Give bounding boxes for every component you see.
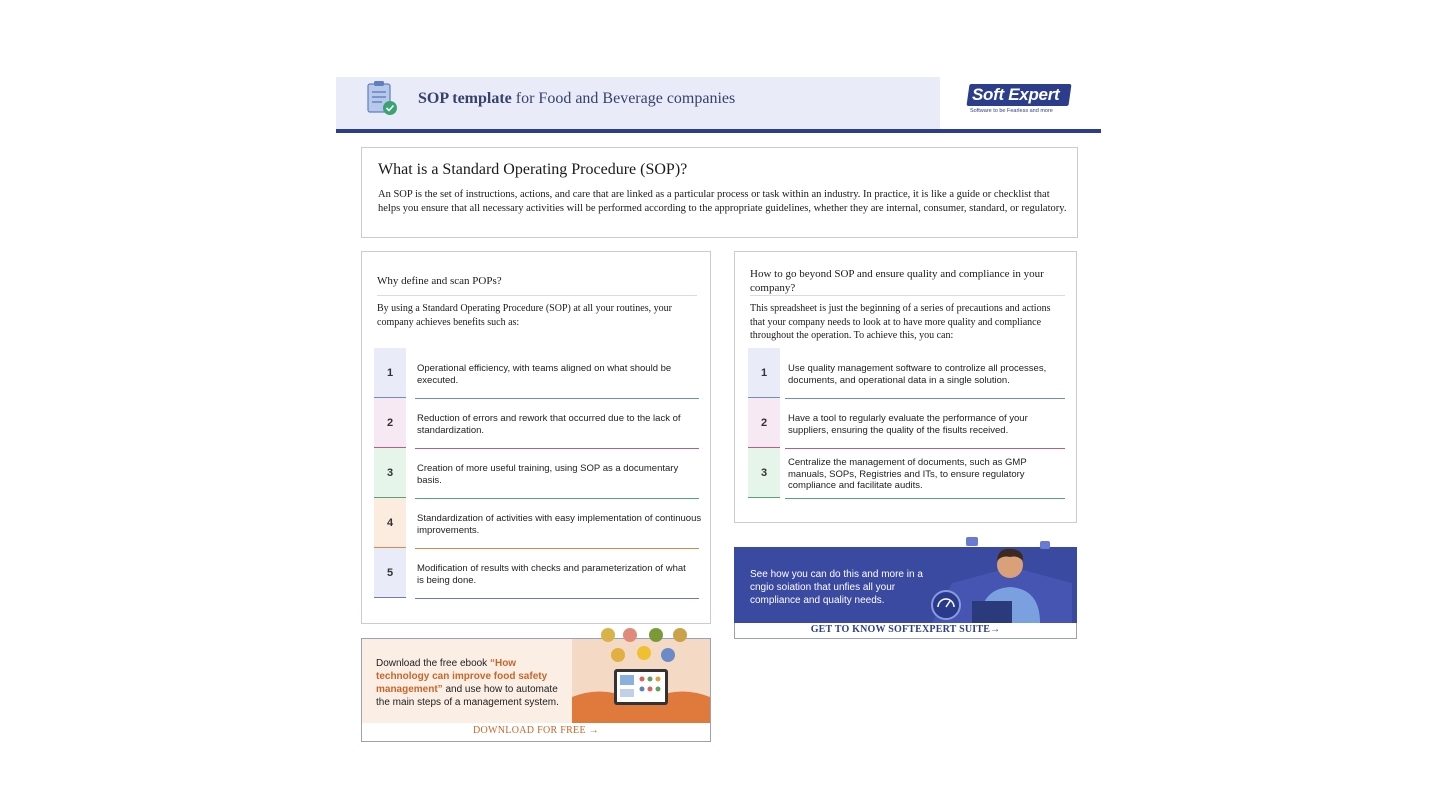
divider: [750, 295, 1065, 296]
item-number: 1: [374, 348, 406, 398]
beyond-heading: How to go beyond SOP and ensure quality and compliance in your company?: [750, 268, 1044, 294]
intro-paragraph: An SOP is the set of instructions, actions, and care that are linked as a particular process or task within an industry. In practice, it is like a guide or checklist that helps you ensure that all necessary activities will be performed according to the appropriate guidelines, whether they are internal, consumer, standard, or regulatory.: [378, 189, 1067, 214]
item-underline: [785, 398, 1065, 399]
item-text: Modification of results with checks and parameterization of what is being done.: [417, 563, 686, 586]
softexpert-logo: [968, 84, 1074, 118]
item-underline: [785, 448, 1065, 449]
suite-banner[interactable]: [734, 547, 1077, 639]
why-paragraph: By using a Standard Operating Procedure (SOP) at all your routines, your company achieves benefits such as:: [377, 303, 672, 328]
download-link[interactable]: DOWNLOAD FOR FREE →: [473, 725, 599, 736]
ebook-text: Download the free ebook “How technology can improve food safety management” and use how to automate the main steps of a management system.: [376, 658, 559, 708]
beyond-section: [734, 251, 1077, 523]
item-underline: [415, 498, 699, 499]
item-number: 4: [374, 498, 406, 548]
item-text: Centralize the management of documents, such as GMP manuals, SOPs, Registries and ITs, to ensure regulatory compliance and facilitate audits.: [788, 457, 1027, 491]
item-text: Have a tool to regularly evaluate the performance of your suppliers, ensuring the quality of the fisults received.: [788, 413, 1028, 436]
logo-tagline: Software to be Fearless and more: [970, 108, 1053, 114]
item-text: Standardization of activities with easy implementation of continuous improvements.: [417, 513, 702, 536]
header-rule: [336, 129, 1101, 133]
clipboard-check-icon: [364, 80, 400, 118]
tablet-food-illustration: [572, 627, 710, 723]
item-underline: [415, 398, 699, 399]
item-text: Reduction of errors and rework that occurred due to the lack of standardization.: [417, 413, 681, 436]
why-section: [361, 251, 711, 624]
item-number: 1: [748, 348, 780, 398]
get-to-know-link[interactable]: GET TO KNOW SOFTEXPERT SUITE→: [734, 623, 1077, 639]
item-underline: [415, 448, 699, 449]
item-text: Operational efficiency, with teams aligned on what should be executed.: [417, 363, 672, 386]
why-heading: Why define and scan POPs?: [377, 275, 502, 287]
page-title: SOP template for Food and Beverage companies: [418, 90, 736, 107]
item-text: Use quality management software to controlize all processes, documents, and operational data in a single solution.: [788, 363, 1047, 386]
divider: [377, 295, 697, 296]
beyond-paragraph: This spreadsheet is just the beginning of a series of precautions and actions that your company needs to look at to have more quality and compliance throughout the operation. To achieve this, you can:: [750, 303, 1051, 341]
item-number: 5: [374, 548, 406, 598]
item-underline: [415, 548, 699, 549]
suite-text: See how you can do this and more in a cngio soiation that unfies all your compliance and quality needs.: [750, 569, 923, 606]
ebook-banner[interactable]: [361, 638, 711, 742]
item-text: Creation of more useful training, using SOP as a documentary basis.: [417, 463, 679, 486]
item-number: 2: [374, 398, 406, 448]
item-number: 3: [748, 448, 780, 498]
person-laptop-illustration: [922, 531, 1077, 623]
item-underline: [785, 498, 1065, 499]
item-number: 2: [748, 398, 780, 448]
intro-heading: What is a Standard Operating Procedure (SOP)?: [378, 161, 688, 178]
item-number: 3: [374, 448, 406, 498]
intro-section: [361, 147, 1078, 238]
logo-text: Soft Expert: [972, 85, 1060, 104]
item-underline: [415, 598, 699, 599]
